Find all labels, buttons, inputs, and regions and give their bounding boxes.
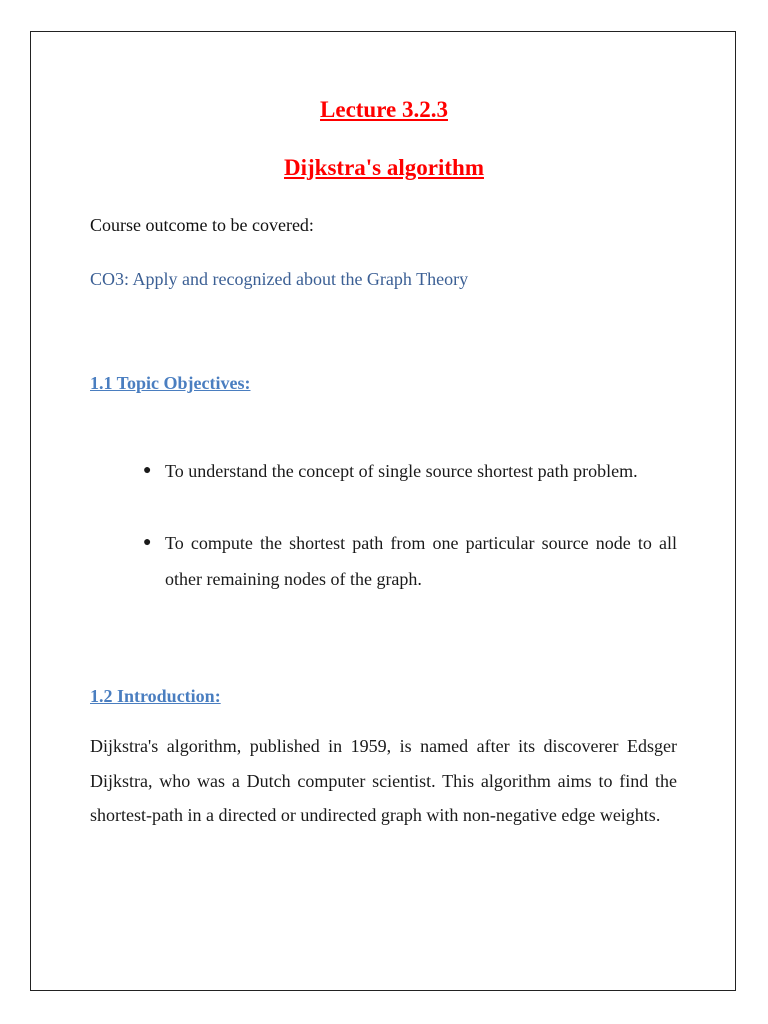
course-outcome-text: CO3: Apply and recognized about the Graph Theory [90,269,469,289]
objective-item [140,525,677,597]
course-outcome-label: Course outcome to be covered: [90,215,314,235]
objectives-list [140,453,677,597]
introduction-paragraph: Dijkstra's algorithm, published in 1959, is named after its discoverer Edsger Dijkstra, who was a Dutch computer scientist. This algorithm aims to find the shortest-path in a directed or undirected graph with non-negative edge weights. [90,736,677,825]
topic-objectives-heading: 1.1 Topic Objectives: [90,373,251,393]
introduction-heading: 1.2 Introduction: [90,686,221,706]
bullet-icon: ● [143,463,152,478]
topic-title: Dijkstra's algorithm [284,155,484,180]
bullet-icon: ● [143,535,152,550]
objective-item [140,453,677,489]
objective-text: To compute the shortest path from one particular source node to all other remaining nodes of the graph. [165,533,677,589]
objective-text: To understand the concept of single source shortest path problem. [165,461,638,481]
lecture-title: Lecture 3.2.3 [320,97,448,122]
